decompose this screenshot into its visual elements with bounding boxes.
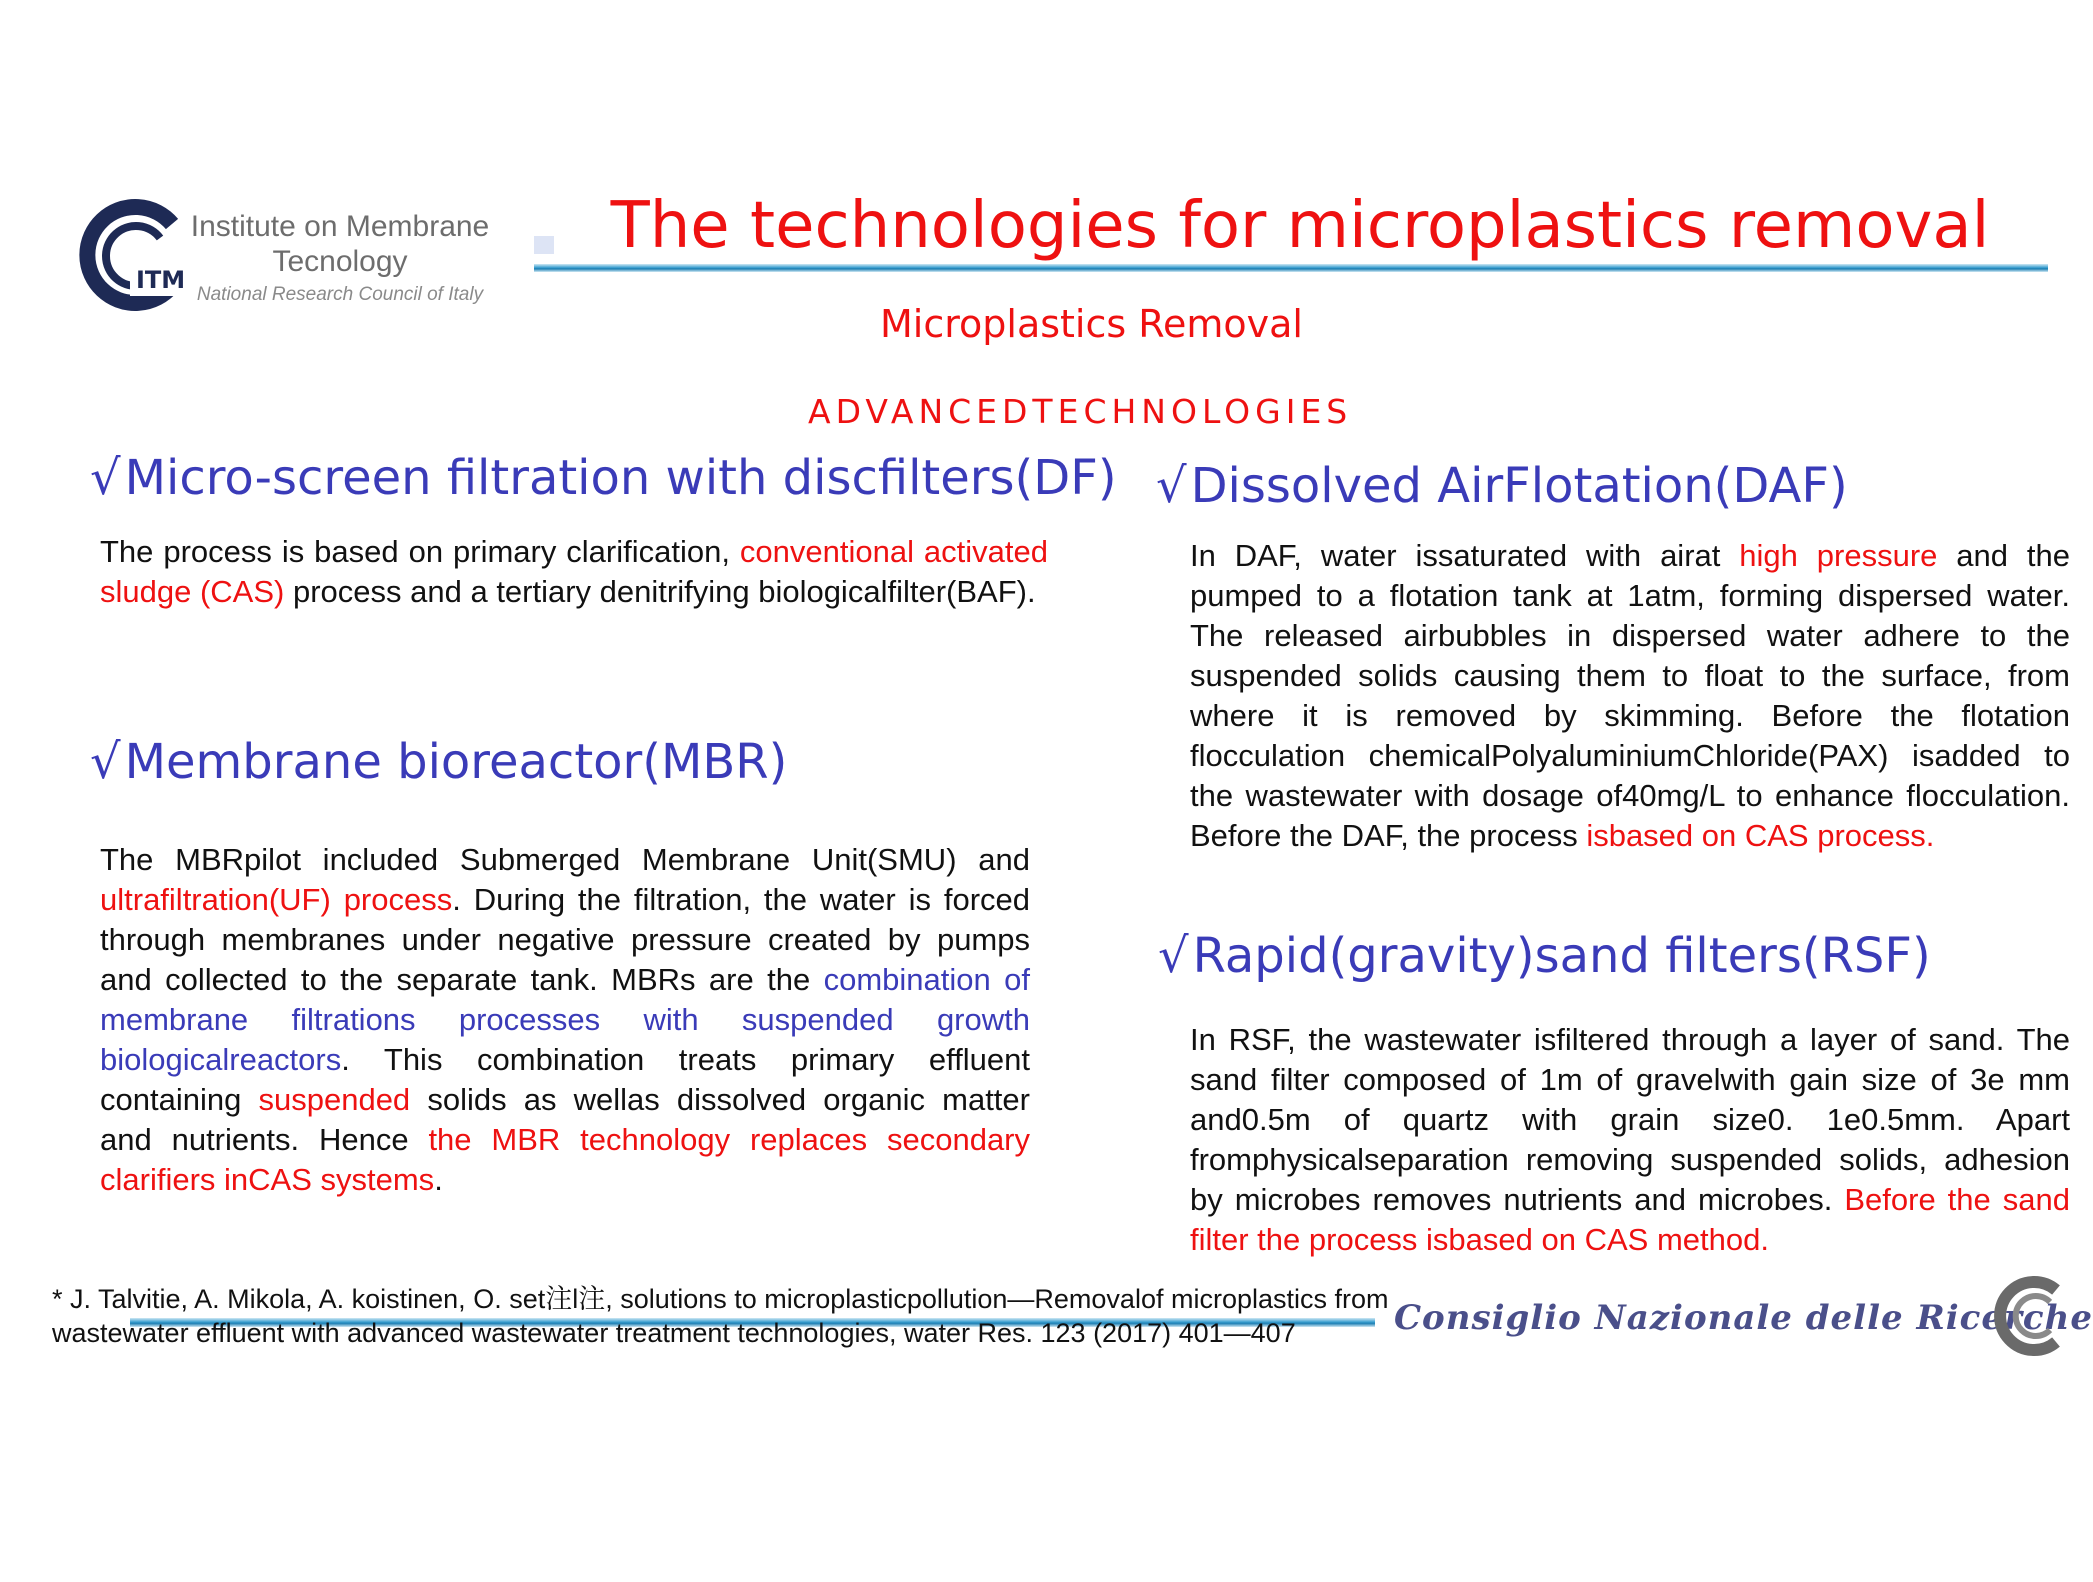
- paragraph-df: [100, 532, 1048, 612]
- heading-rsf-text: Rapid(gravity)sand filters(RSF): [1192, 928, 1931, 984]
- heading-mbr: [90, 732, 787, 792]
- daf-text-red-1: high pressure: [1739, 538, 1938, 573]
- heading-daf-text: Dissolved AirFlotation(DAF): [1190, 458, 1848, 514]
- heading-daf: [1156, 456, 1848, 516]
- institute-logo-text: [190, 210, 490, 310]
- logo-line-2: Tecnology: [272, 245, 408, 278]
- reference-line-1: * J. Talvitie, A. Mikola, A. koistinen, O. set注l注, solutions to microplasticpollution—Removalof microplastics from: [52, 1284, 1389, 1314]
- check-icon: √: [90, 450, 121, 506]
- df-text-2: process and a tertiary denitrifying biologicalfilter(BAF).: [284, 574, 1036, 609]
- mbr-text-1: The MBRpilot included Submerged Membrane Unit(SMU) and: [100, 842, 1030, 877]
- paragraph-daf: [1190, 536, 2070, 856]
- mbr-text-3: . This combination treats primary effluent containing: [100, 1042, 1030, 1117]
- logo-mark-text: ITM: [136, 266, 186, 294]
- paragraph-rsf: [1190, 1020, 2070, 1260]
- title-rule-cap: [534, 236, 554, 254]
- logo-line-1: Institute on Membrane: [190, 210, 490, 243]
- df-text-red: conventional activated sludge (CAS): [100, 534, 1048, 609]
- subtitle: Microplastics Removal: [880, 302, 1303, 346]
- mbr-text-5: .: [434, 1162, 443, 1197]
- paragraph-mbr: [100, 840, 1030, 1200]
- mbr-text-red-1: ultrafiltration(UF) process: [100, 882, 453, 917]
- mbr-text-4: solids as wellas dissolved organic matter and nutrients. Hence: [100, 1082, 1030, 1157]
- heading-df-text: Micro-screen filtration with discfilters(DF): [124, 450, 1117, 506]
- heading-mbr-text: Membrane bioreactor(MBR): [124, 734, 788, 790]
- mbr-text-blue: combination of membrane filtrations processes with suspended growth biologicalreactors: [100, 962, 1031, 1077]
- title-rule: [534, 264, 2048, 272]
- section-label: ADVANCEDTECHNOLOGIES: [808, 392, 1353, 431]
- heading-rsf: [1158, 926, 1931, 986]
- daf-text-1: In DAF, water issaturated with airat: [1190, 538, 1740, 573]
- reference: [52, 1282, 1512, 1350]
- mbr-text-red-2: suspended: [258, 1082, 411, 1117]
- rsf-text-1: In RSF, the wastewater isfiltered through a layer of sand. The sand filter composed of 1m of gravelwith gain size of 3e mm and0.5m of quartz with grain size0. 1e0.5mm. Apart fromphysicalseparation removing suspended solids, adhesion by microbes removes nutrients and microbes.: [1190, 1022, 2070, 1217]
- cnr-logo-text: Consiglio Nazionale delle Ricerche: [1394, 1298, 2093, 1338]
- logo-line-3: National Research Council of Italy: [196, 284, 484, 305]
- itm-logo-mark: [76, 196, 194, 314]
- check-icon: √: [90, 734, 121, 790]
- daf-text-red-2: isbased on CAS process.: [1586, 818, 1935, 853]
- mbr-text-2: . During the filtration, the water is forced through membranes under negative pressure created by pumps and collected to the separate tank. MBRs are the: [100, 882, 1031, 997]
- cnr-logo-icon: [1990, 1276, 2060, 1356]
- check-icon: √: [1156, 458, 1187, 514]
- page-title: The technologies for microplastics removal: [610, 189, 1990, 263]
- rsf-text-red: Before the sand filter the process isbased on CAS method.: [1190, 1182, 2070, 1257]
- check-icon: √: [1158, 928, 1189, 984]
- df-text-1: The process is based on primary clarification,: [100, 534, 740, 569]
- reference-line-2: wastewater effluent with advanced wastewater treatment technologies, water Res. 123 (2017) 401—407: [52, 1318, 1296, 1348]
- heading-df: [90, 448, 1117, 508]
- daf-text-2: and the pumped to a flotation tank at 1atm, forming dispersed water. The released airbubbles in dispersed water adhere to the suspended solids causing them to float to the surface, from where it is removed by skimming. Before the flotation flocculation chemicalPolyaluminiumChloride(PAX) isadded to the wastewater with dosage of40mg/L to enhance flocculation. Before the DAF, the process: [1190, 538, 2070, 853]
- mbr-text-red-3: the MBR technology replaces secondary clarifiers inCAS systems: [100, 1122, 1031, 1197]
